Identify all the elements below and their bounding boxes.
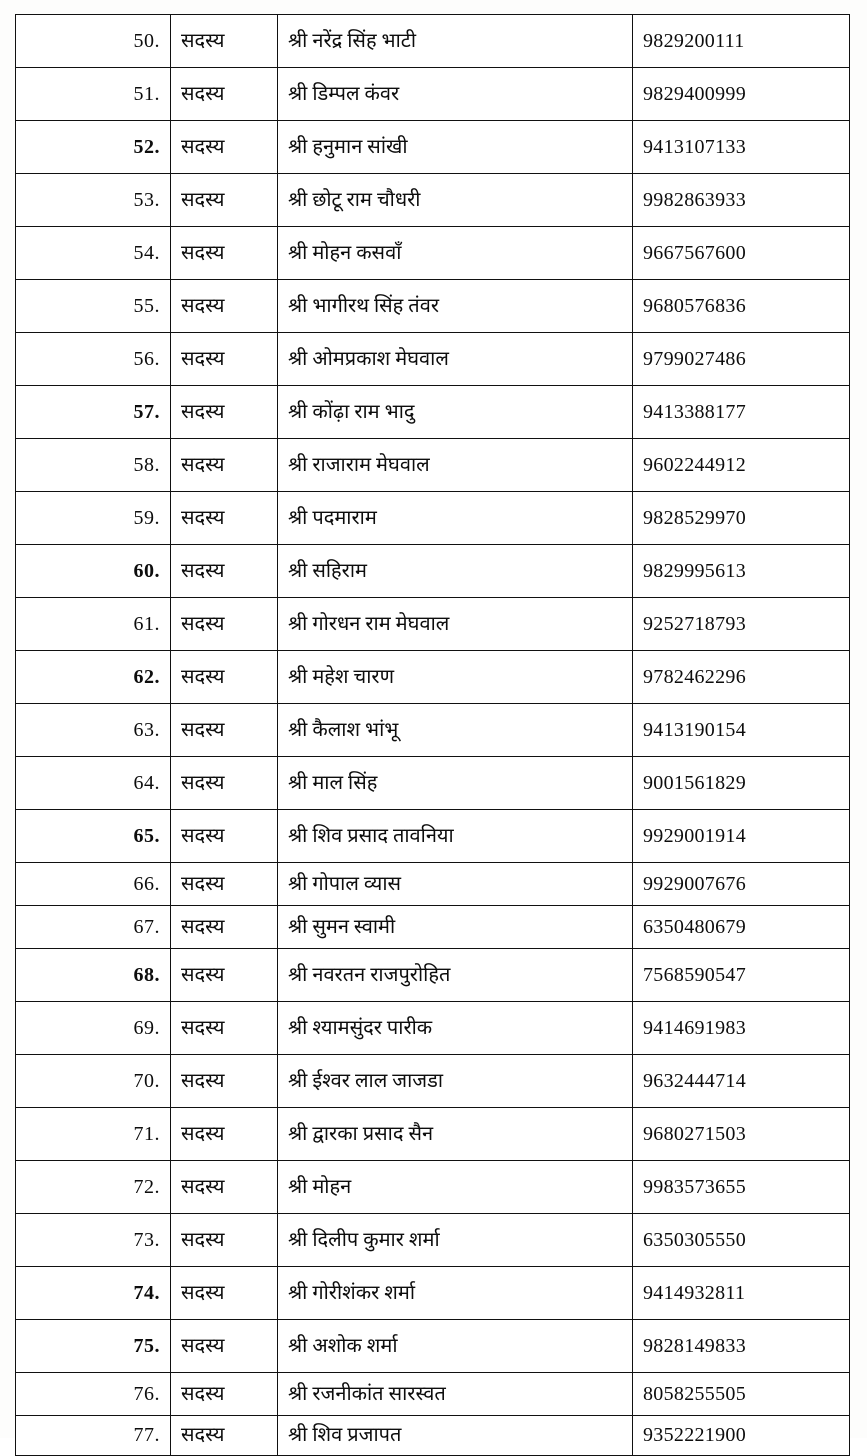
table-row	[16, 1002, 850, 1055]
row-member-name: श्री श्यामसुंदर पारीक	[278, 1002, 633, 1055]
row-designation: सदस्य	[171, 439, 278, 492]
row-designation: सदस्य	[171, 651, 278, 704]
table-row	[16, 863, 850, 906]
row-serial-number: 70.	[16, 1055, 171, 1108]
row-member-name: श्री मोहन	[278, 1161, 633, 1214]
row-phone-number: 7568590547	[633, 949, 850, 1002]
row-member-name: श्री पदमाराम	[278, 492, 633, 545]
row-serial-number: 67.	[16, 906, 171, 949]
row-serial-number: 75.	[16, 1320, 171, 1373]
row-designation: सदस्य	[171, 15, 278, 68]
row-serial-number: 66.	[16, 863, 171, 906]
row-serial-number: 52.	[16, 121, 171, 174]
table-row	[16, 174, 850, 227]
row-phone-number: 9929007676	[633, 863, 850, 906]
table-row	[16, 1161, 850, 1214]
row-serial-number: 74.	[16, 1267, 171, 1320]
row-member-name: श्री अशोक शर्मा	[278, 1320, 633, 1373]
row-member-name: श्री शिव प्रसाद तावनिया	[278, 810, 633, 863]
row-phone-number: 9829400999	[633, 68, 850, 121]
table-row	[16, 121, 850, 174]
row-phone-number: 9252718793	[633, 598, 850, 651]
row-designation: सदस्य	[171, 1055, 278, 1108]
row-serial-number: 57.	[16, 386, 171, 439]
row-designation: सदस्य	[171, 704, 278, 757]
row-designation: सदस्य	[171, 1416, 278, 1456]
row-serial-number: 59.	[16, 492, 171, 545]
row-designation: सदस्य	[171, 949, 278, 1002]
member-roster-body	[16, 15, 850, 1456]
row-member-name: श्री माल सिंह	[278, 757, 633, 810]
row-designation: सदस्य	[171, 174, 278, 227]
row-serial-number: 65.	[16, 810, 171, 863]
row-designation: सदस्य	[171, 863, 278, 906]
row-phone-number: 6350305550	[633, 1214, 850, 1267]
row-phone-number: 9632444714	[633, 1055, 850, 1108]
table-row	[16, 545, 850, 598]
row-member-name: श्री गोपाल व्यास	[278, 863, 633, 906]
row-serial-number: 72.	[16, 1161, 171, 1214]
row-phone-number: 9680576836	[633, 280, 850, 333]
row-phone-number: 6350480679	[633, 906, 850, 949]
row-serial-number: 63.	[16, 704, 171, 757]
row-member-name: श्री सुमन स्वामी	[278, 906, 633, 949]
row-member-name: श्री छोटू राम चौधरी	[278, 174, 633, 227]
row-serial-number: 64.	[16, 757, 171, 810]
row-member-name: श्री मोहन कसवाँ	[278, 227, 633, 280]
table-row	[16, 1108, 850, 1161]
row-designation: सदस्य	[171, 1267, 278, 1320]
table-row	[16, 1214, 850, 1267]
row-member-name: श्री हनुमान सांखी	[278, 121, 633, 174]
row-designation: सदस्य	[171, 1320, 278, 1373]
table-row	[16, 1416, 850, 1456]
row-designation: सदस्य	[171, 545, 278, 598]
row-serial-number: 68.	[16, 949, 171, 1002]
row-designation: सदस्य	[171, 598, 278, 651]
row-phone-number: 9982863933	[633, 174, 850, 227]
row-member-name: श्री कैलाश भांभू	[278, 704, 633, 757]
row-designation: सदस्य	[171, 68, 278, 121]
table-row	[16, 810, 850, 863]
table-row	[16, 1320, 850, 1373]
row-serial-number: 55.	[16, 280, 171, 333]
row-serial-number: 77.	[16, 1416, 171, 1456]
row-designation: सदस्य	[171, 1108, 278, 1161]
row-member-name: श्री सहिराम	[278, 545, 633, 598]
row-serial-number: 58.	[16, 439, 171, 492]
row-phone-number: 9828529970	[633, 492, 850, 545]
table-row	[16, 439, 850, 492]
row-member-name: श्री डिम्पल कंवर	[278, 68, 633, 121]
row-member-name: श्री गोरीशंकर शर्मा	[278, 1267, 633, 1320]
table-row	[16, 1373, 850, 1416]
row-phone-number: 9602244912	[633, 439, 850, 492]
row-serial-number: 54.	[16, 227, 171, 280]
table-row	[16, 598, 850, 651]
table-row	[16, 704, 850, 757]
row-phone-number: 9414932811	[633, 1267, 850, 1320]
row-designation: सदस्य	[171, 333, 278, 386]
row-phone-number: 9929001914	[633, 810, 850, 863]
row-serial-number: 62.	[16, 651, 171, 704]
row-serial-number: 76.	[16, 1373, 171, 1416]
row-designation: सदस्य	[171, 121, 278, 174]
row-phone-number: 9680271503	[633, 1108, 850, 1161]
row-serial-number: 51.	[16, 68, 171, 121]
row-phone-number: 9829200111	[633, 15, 850, 68]
row-member-name: श्री गोरधन राम मेघवाल	[278, 598, 633, 651]
table-row	[16, 333, 850, 386]
row-phone-number: 9829995613	[633, 545, 850, 598]
table-row	[16, 651, 850, 704]
table-row	[16, 68, 850, 121]
row-serial-number: 61.	[16, 598, 171, 651]
row-phone-number: 9414691983	[633, 1002, 850, 1055]
table-row	[16, 906, 850, 949]
row-phone-number: 9352221900	[633, 1416, 850, 1456]
member-roster-table	[15, 14, 850, 1456]
row-serial-number: 56.	[16, 333, 171, 386]
row-serial-number: 50.	[16, 15, 171, 68]
table-row	[16, 280, 850, 333]
row-member-name: श्री राजाराम मेघवाल	[278, 439, 633, 492]
row-phone-number: 9413190154	[633, 704, 850, 757]
row-designation: सदस्य	[171, 280, 278, 333]
table-row	[16, 227, 850, 280]
row-phone-number: 9828149833	[633, 1320, 850, 1373]
row-designation: सदस्य	[171, 1161, 278, 1214]
row-designation: सदस्य	[171, 1214, 278, 1267]
table-row	[16, 1055, 850, 1108]
row-phone-number: 8058255505	[633, 1373, 850, 1416]
row-designation: सदस्य	[171, 906, 278, 949]
row-phone-number: 9001561829	[633, 757, 850, 810]
row-designation: सदस्य	[171, 386, 278, 439]
row-serial-number: 53.	[16, 174, 171, 227]
row-member-name: श्री महेश चारण	[278, 651, 633, 704]
row-member-name: श्री द्वारका प्रसाद सैन	[278, 1108, 633, 1161]
table-row	[16, 1267, 850, 1320]
row-member-name: श्री नरेंद्र सिंह भाटी	[278, 15, 633, 68]
row-serial-number: 69.	[16, 1002, 171, 1055]
row-serial-number: 60.	[16, 545, 171, 598]
row-phone-number: 9782462296	[633, 651, 850, 704]
row-designation: सदस्य	[171, 227, 278, 280]
row-phone-number: 9413388177	[633, 386, 850, 439]
row-member-name: श्री रजनीकांत सारस्वत	[278, 1373, 633, 1416]
row-phone-number: 9799027486	[633, 333, 850, 386]
table-row	[16, 386, 850, 439]
table-row	[16, 757, 850, 810]
row-member-name: श्री ओमप्रकाश मेघवाल	[278, 333, 633, 386]
table-row	[16, 15, 850, 68]
row-member-name: श्री कोंढ़ा राम भादु	[278, 386, 633, 439]
row-serial-number: 71.	[16, 1108, 171, 1161]
row-member-name: श्री नवरतन राजपुरोहित	[278, 949, 633, 1002]
table-row	[16, 492, 850, 545]
row-member-name: श्री भागीरथ सिंह तंवर	[278, 280, 633, 333]
row-designation: सदस्य	[171, 810, 278, 863]
row-phone-number: 9667567600	[633, 227, 850, 280]
row-designation: सदस्य	[171, 757, 278, 810]
table-row	[16, 949, 850, 1002]
row-member-name: श्री दिलीप कुमार शर्मा	[278, 1214, 633, 1267]
row-phone-number: 9413107133	[633, 121, 850, 174]
row-phone-number: 9983573655	[633, 1161, 850, 1214]
row-designation: सदस्य	[171, 1373, 278, 1416]
row-serial-number: 73.	[16, 1214, 171, 1267]
row-designation: सदस्य	[171, 1002, 278, 1055]
row-member-name: श्री ईश्वर लाल जाजडा	[278, 1055, 633, 1108]
row-member-name: श्री शिव प्रजापत	[278, 1416, 633, 1456]
row-designation: सदस्य	[171, 492, 278, 545]
